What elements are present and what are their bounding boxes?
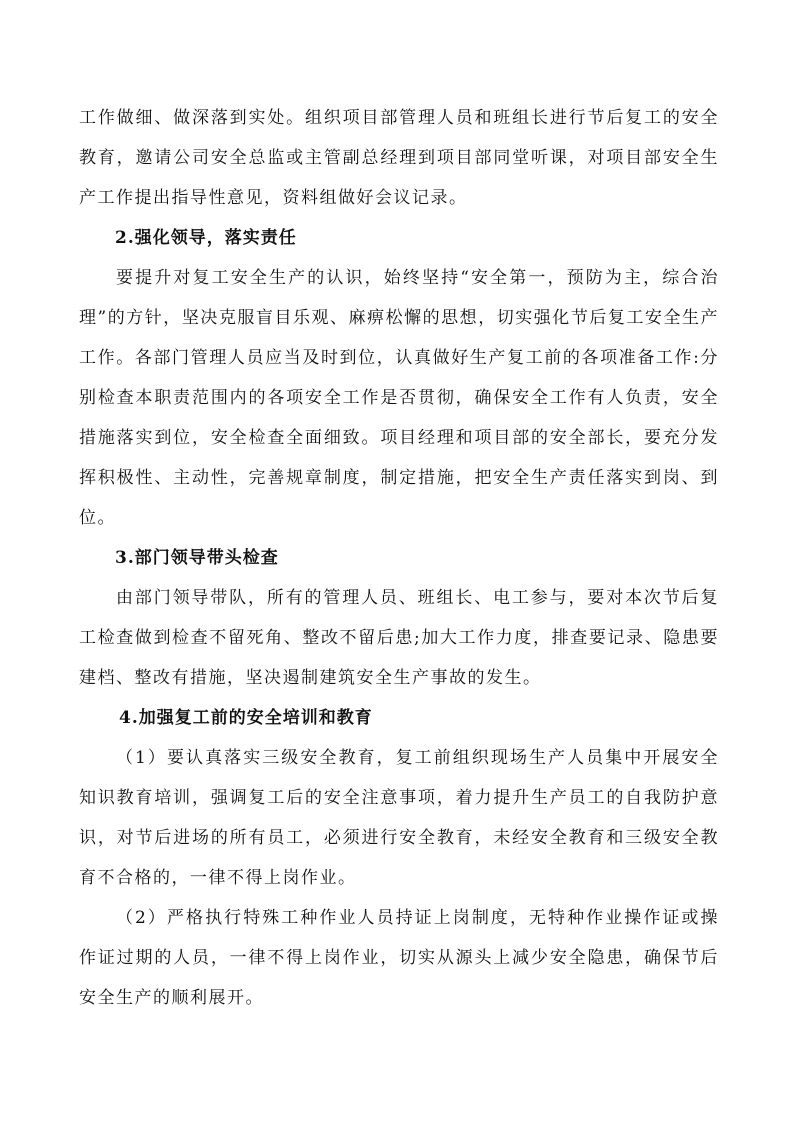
section-heading-3: 3.部门领导带头检查 (115, 548, 279, 568)
paragraph-training-2: （2）严格执行特殊工种作业人员持证上岗制度，无特种作业操作证或操作证过期的人员，一律不得上岗作业，切实从源头上减少安全隐患，确保节后安全生产的顺利展开。 (79, 908, 719, 1008)
section-heading-4: 4.加强复工前的安全培训和教育 (119, 708, 373, 728)
paragraph-inspection: 由部门领导带队，所有的管理人员、班组长、电工参与，要对本次节后复工检查做到检查不留死角、整改不留后患;加大工作力度，排查要记录、隐患要建档、整改有措施，坚决遏制建筑安全生产事故的发生。 (79, 588, 719, 688)
paragraph-continuation: 工作做细、做深落到实处。组织项目部管理人员和班组长进行节后复工的安全教育，邀请公司安全总监或主管副总经理到项目部同堂听课，对项目部安全生产工作提出指导性意见，资料组做好会议记录。 (79, 108, 719, 208)
paragraph-training-1: （1）要认真落实三级安全教育，复工前组织现场生产人员集中开展安全知识教育培训，强调复工后的安全注意事项，着力提升生产员工的自我防护意识，对节后进场的所有员工，必须进行安全教育，未经安全教育和三级安全教育不合格的，一律不得上岗作业。 (79, 748, 719, 888)
paragraph-leadership: 要提升对复工安全生产的认识，始终坚持“安全第一，预防为主，综合治理”的方针，坚决克服盲目乐观、麻痹松懈的思想，切实强化节后复工安全生产工作。各部门管理人员应当及时到位，认真做好生产复工前的各项准备工作:分别检查本职责范围内的各项安全工作是否贯彻，确保安全工作有人负责，安全措施落实到位，安全检查全面细致。项目经理和项目部的安全部长，要充分发挥积极性、主动性，完善规章制度，制定措施，把安全生产责任落实到岗、到位。 (79, 268, 719, 528)
section-heading-2: 2.强化领导，落实责任 (115, 228, 297, 248)
document-body (79, 98, 719, 1018)
